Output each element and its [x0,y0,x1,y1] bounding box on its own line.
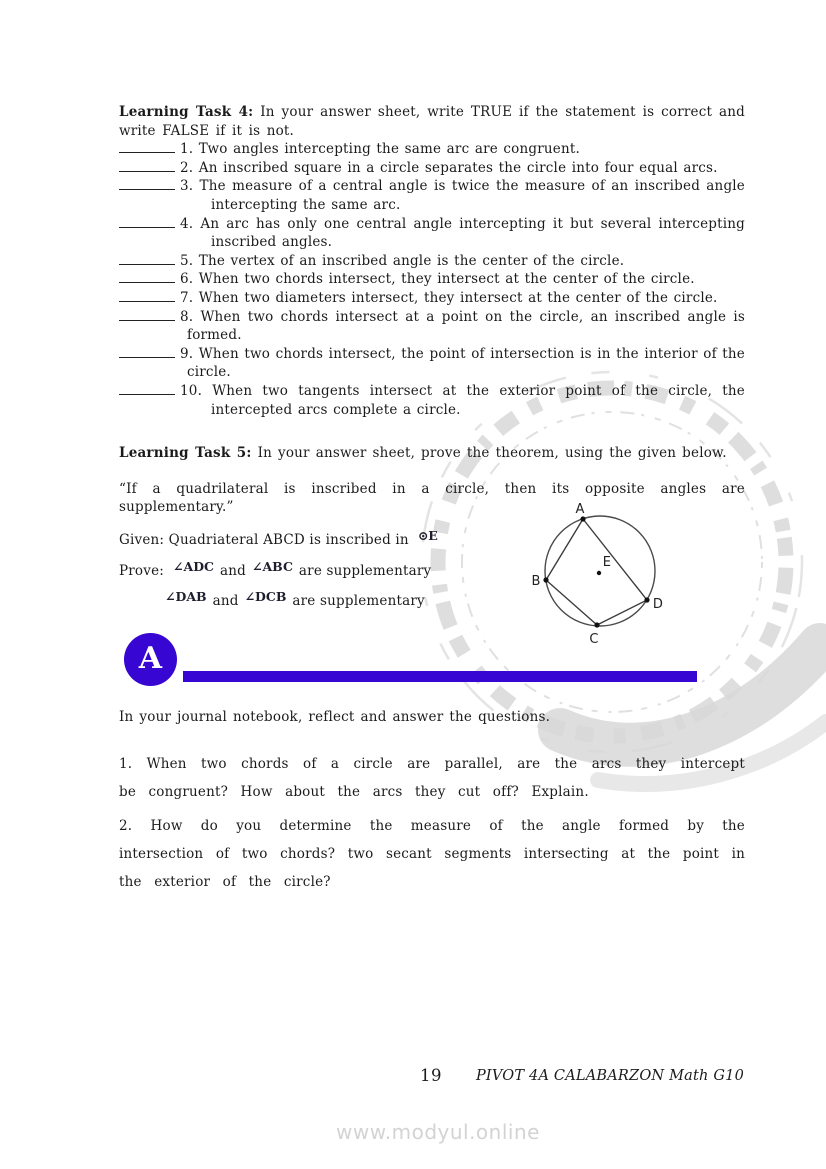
item-text: 7. When two diameters intersect, they intersect at the center of the circle. [180,289,718,306]
answer-blank-3[interactable] [119,178,175,190]
circle-outline [545,516,655,626]
true-false-item-9 [119,345,745,382]
item-text: 2. An inscribed square in a circle separates the circle into four equal arcs. [180,159,718,176]
true-false-item-8 [119,308,745,345]
answer-blank-6[interactable] [119,271,175,283]
label-d: D [652,597,664,612]
true-false-item-10 [119,382,745,419]
true-false-item-2 [119,159,745,178]
true-false-item-7 [119,289,745,308]
task5-intro-text: In your answer sheet, prove the theorem, using the given below. [257,445,727,461]
item-text: 6. When two chords intersect, they intersect at the center of the circle. [180,271,695,288]
reflection-question-2: 2. How do you determine the measure of the angle formed by the intersection of two chords? two secant segments intersecting at the point in the exterior of the circle? [119,818,745,890]
label-c: C [589,632,599,647]
angle-adc: ∠ADC [173,558,214,574]
label-a: A [575,502,585,517]
item-text: 10. When two tangents intersect at the exterior point of the circle, the intercepted arcs complete a circle. [180,382,745,418]
true-false-item-3 [119,177,745,214]
item-text: 3. The measure of a central angle is twice the measure of an inscribed angle intercepting the same arc. [180,178,745,213]
site-watermark: www.modyul.online [336,1120,540,1144]
task5-intro [119,444,745,463]
task4-heading: Learning Task 4: [119,104,254,120]
answer-blank-8[interactable] [119,309,175,321]
angle-abc: ∠ABC [252,558,293,574]
inscribed-quadrilateral-diagram [528,496,708,656]
true-false-item-6 [119,270,745,289]
conjunction: and [220,562,246,579]
true-false-item-1 [119,140,745,159]
section-divider-rule [183,671,697,682]
prove-label: Prove: [119,562,165,579]
section-a-letter: A [138,640,163,676]
task5-heading: Learning Task 5: [119,445,252,461]
item-text: 5. The vertex of an inscribed angle is the center of the circle. [180,252,625,269]
task4-intro-text: In your answer sheet, write TRUE if the statement is correct and write FALSE if it is not. [119,104,745,139]
item-text: 4. An arc has only one central angle intercepting it but several intercepting inscribed angles. [180,215,745,251]
answer-blank-5[interactable] [119,253,175,265]
learning-task-4-section [119,103,745,419]
circle-e-symbol: ⊙E [417,527,438,543]
item-text: 1. Two angles intercepting the same arc are congruent. [180,141,580,158]
vertex-a-dot [580,516,585,521]
answer-blank-1[interactable] [119,141,175,153]
given-text: Quadriateral ABCD is inscribed in [168,531,409,548]
angle-dcb: ∠DCB [244,588,287,604]
task4-intro [119,103,745,140]
prove-tail: are supplementary [298,562,432,579]
conjunction: and [212,592,239,609]
page-number: 19 [420,1066,442,1085]
true-false-item-5 [119,252,745,271]
vertex-c-dot [594,622,599,627]
center-e-dot [597,571,601,575]
edition-title: PIVOT 4A CALABARZON Math G10 [475,1068,744,1084]
journal-instruction: In your journal notebook, reflect and answer the questions. [119,709,551,725]
answer-blank-9[interactable] [119,346,175,358]
item-text: 9. When two chords intersect, the point of intersection is in the interior of the circle. [180,345,745,381]
angle-dab: ∠DAB [165,588,207,604]
section-a-badge [124,633,177,686]
true-false-item-4 [119,215,745,252]
item-text: 8. When two chords intersect at a point on the circle, an inscribed angle is formed. [180,308,745,344]
answer-blank-10[interactable] [119,383,175,395]
vertex-b-dot [543,577,548,582]
theorem-statement: “If a quadrilateral is inscribed in a circle, then its opposite angles are supplementary.” [119,480,745,516]
given-label: Given: [119,531,165,548]
label-e: E [602,555,612,570]
answer-blank-7[interactable] [119,290,175,302]
reflection-question-1: 1. When two chords of a circle are parallel, are the arcs they intercept be congruent? How about the arcs they cut off? Explain. [119,756,745,800]
label-b: B [531,574,541,589]
answer-blank-2[interactable] [119,160,175,172]
vertex-d-dot [644,597,649,602]
prove-tail: are supplementary [292,592,425,609]
answer-blank-4[interactable] [119,216,175,228]
